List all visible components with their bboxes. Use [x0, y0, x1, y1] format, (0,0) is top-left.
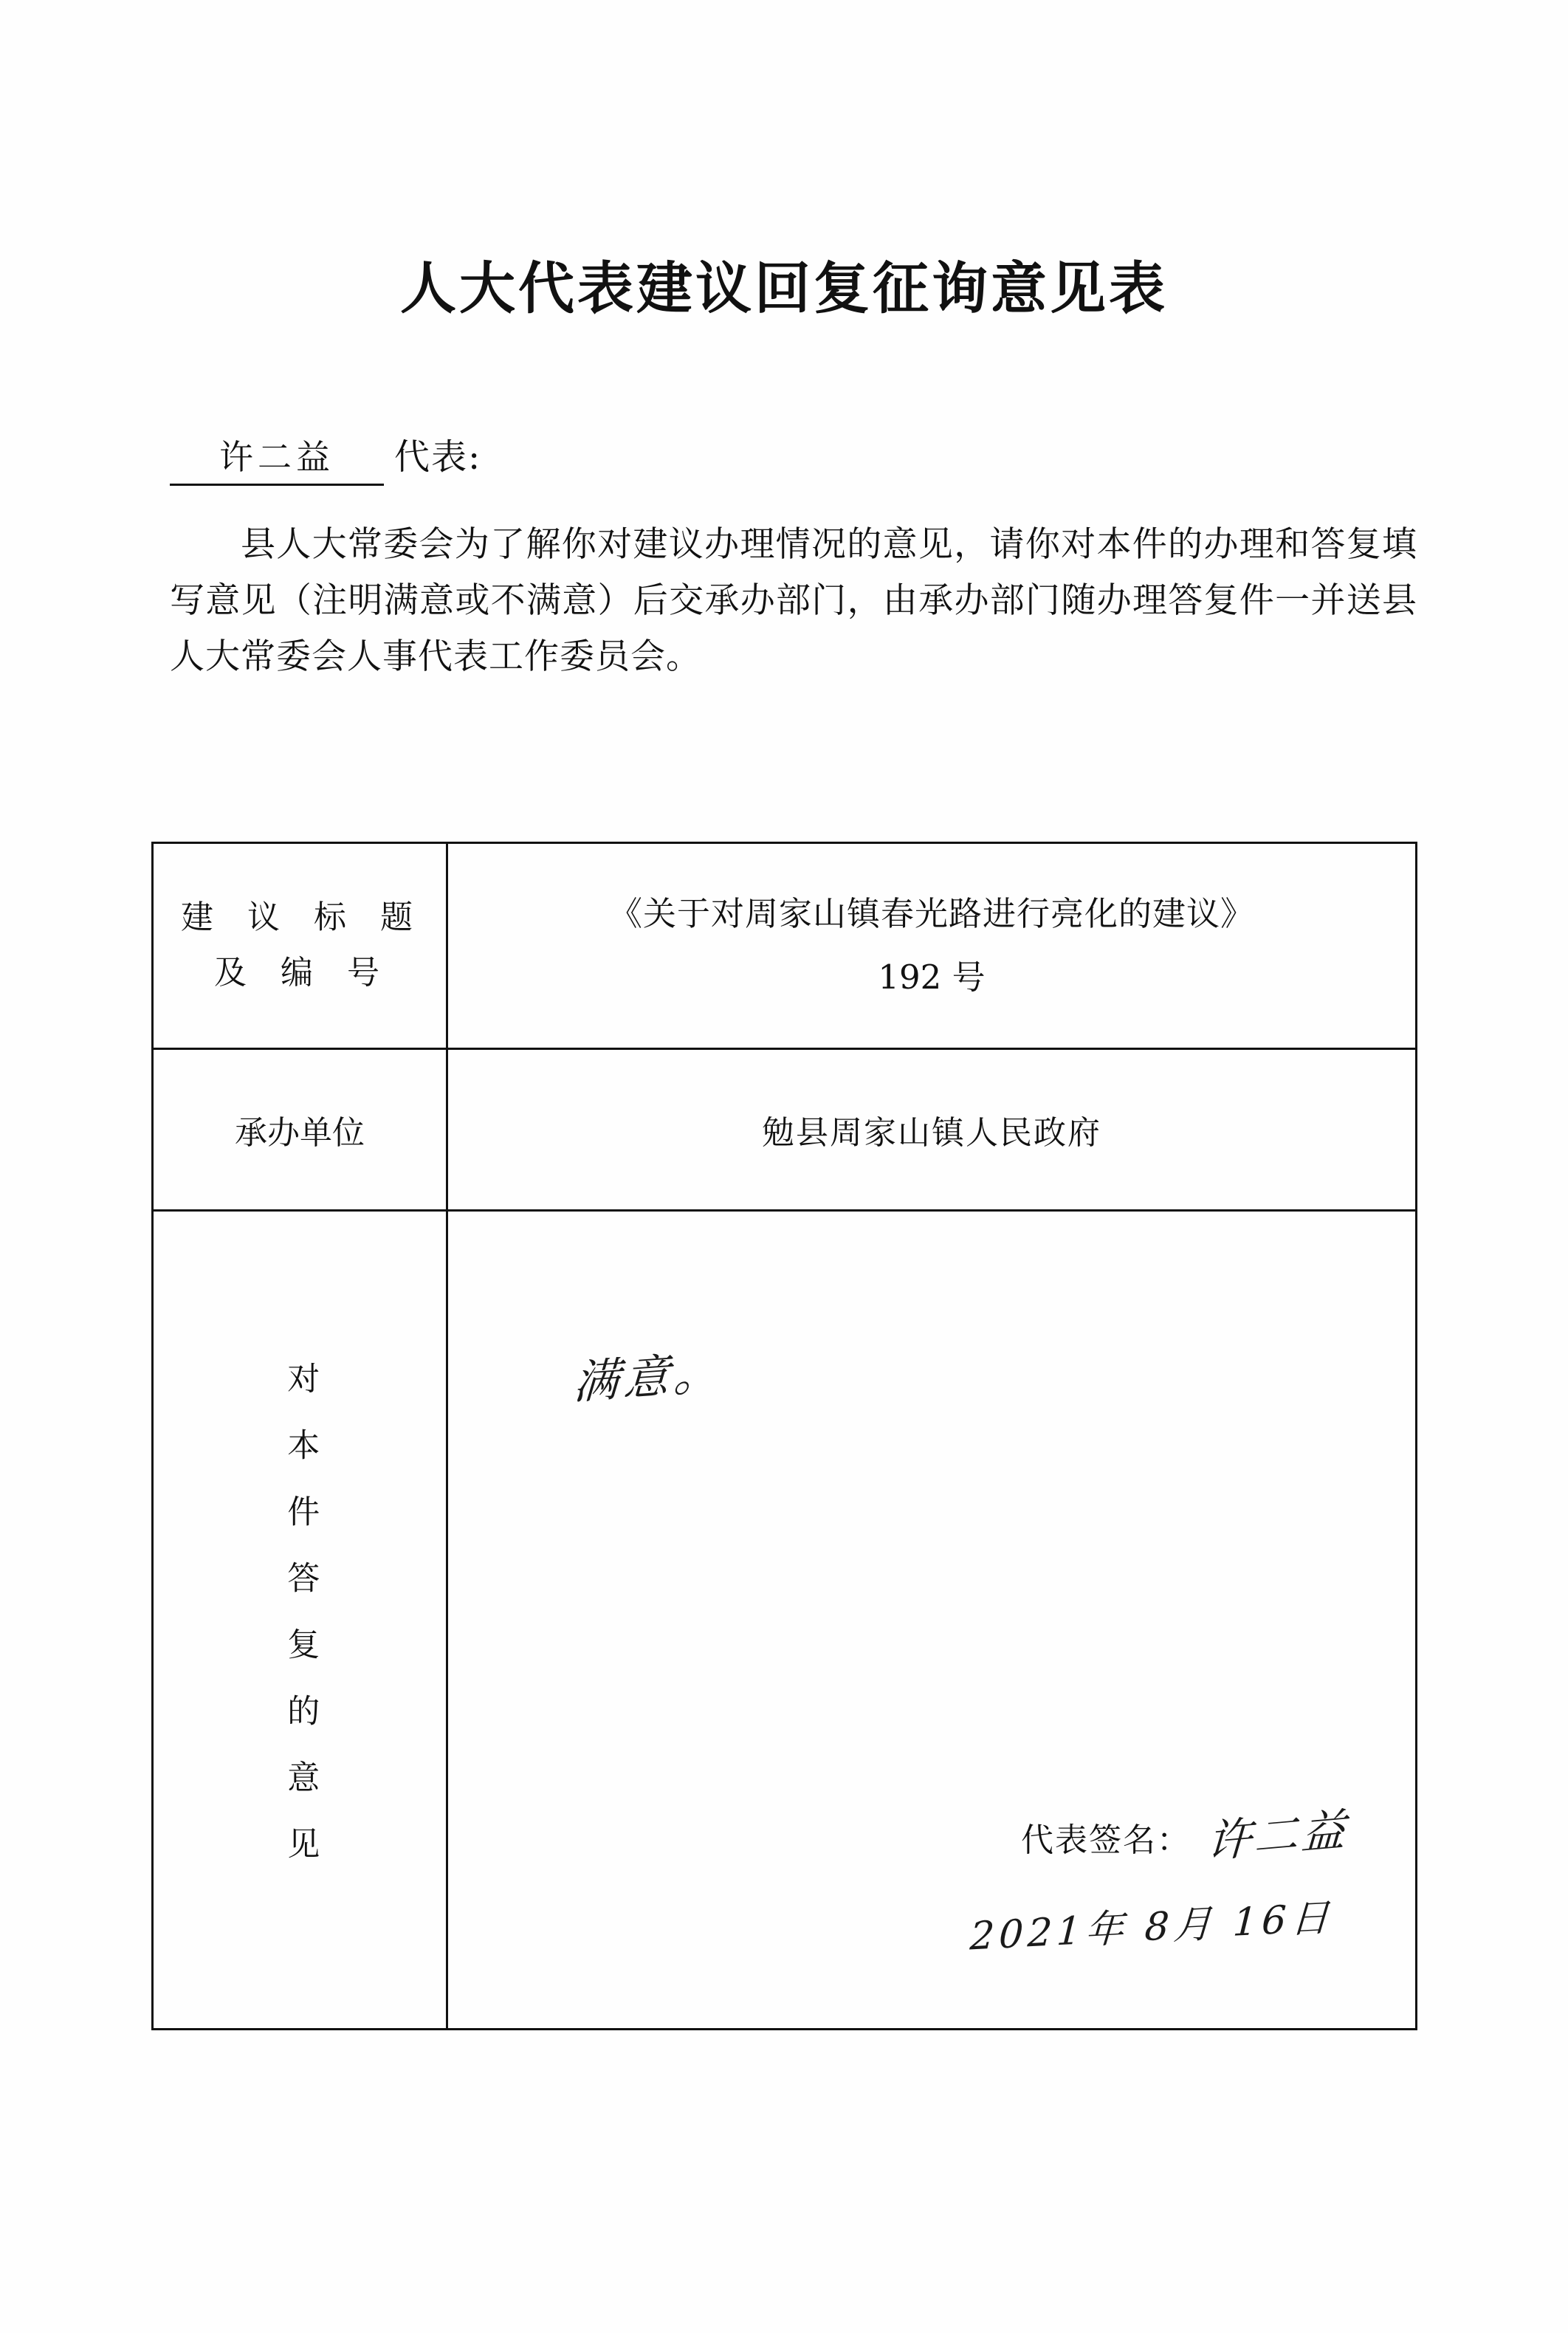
page-title: 人大代表建议回复征询意见表: [400, 255, 1168, 321]
addressee-suffix: 代表:: [394, 436, 482, 478]
signature-line: [970, 1801, 1350, 1869]
value-handling-unit: 勉县周家山镇人民政府: [447, 1049, 1417, 1211]
signature-date: 2021年 8月 16日: [969, 1895, 1335, 1959]
value-opinion: [447, 1211, 1417, 2030]
label-suggestion-title-line1: 建 议 标 题: [181, 899, 424, 937]
value-suggestion-title: [447, 843, 1417, 1049]
addressee-line: [170, 428, 481, 486]
label-opinion: [153, 1211, 447, 2030]
handwritten-opinion: 满意。: [572, 1344, 726, 1410]
signature-label: 代表签名：: [1021, 1821, 1191, 1859]
table-row-handling-unit: [153, 1049, 1417, 1211]
suggestion-title-text: 《关于对周家山镇春光路进行亮化的建议》: [608, 893, 1254, 933]
opinion-form-table: [151, 842, 1417, 2030]
label-handling-unit: 承办单位: [153, 1049, 447, 1211]
body-paragraph: 县人大常委会为了解你对建议办理情况的意见，请你对本件的办理和答复填写意见（注明满意或不满意）后交承办部门，由承办部门随办理答复件一并送县人大常委会人事代表工作委员会。: [170, 524, 1417, 678]
addressee-name: 许二益: [170, 430, 384, 486]
label-opinion-vertical: 对本件答复的意见: [281, 1361, 320, 1893]
table-row-opinion: [153, 1211, 1417, 2030]
table-row-suggestion-title: [153, 843, 1417, 1049]
body-text: [170, 517, 1417, 685]
label-suggestion-title: [153, 843, 447, 1049]
signature-name: 许二益: [1206, 1804, 1350, 1869]
label-suggestion-title-line2: 及 编 号: [214, 954, 391, 992]
signature-block: [969, 1801, 1350, 1959]
suggestion-number-text: 192 号: [878, 958, 986, 997]
